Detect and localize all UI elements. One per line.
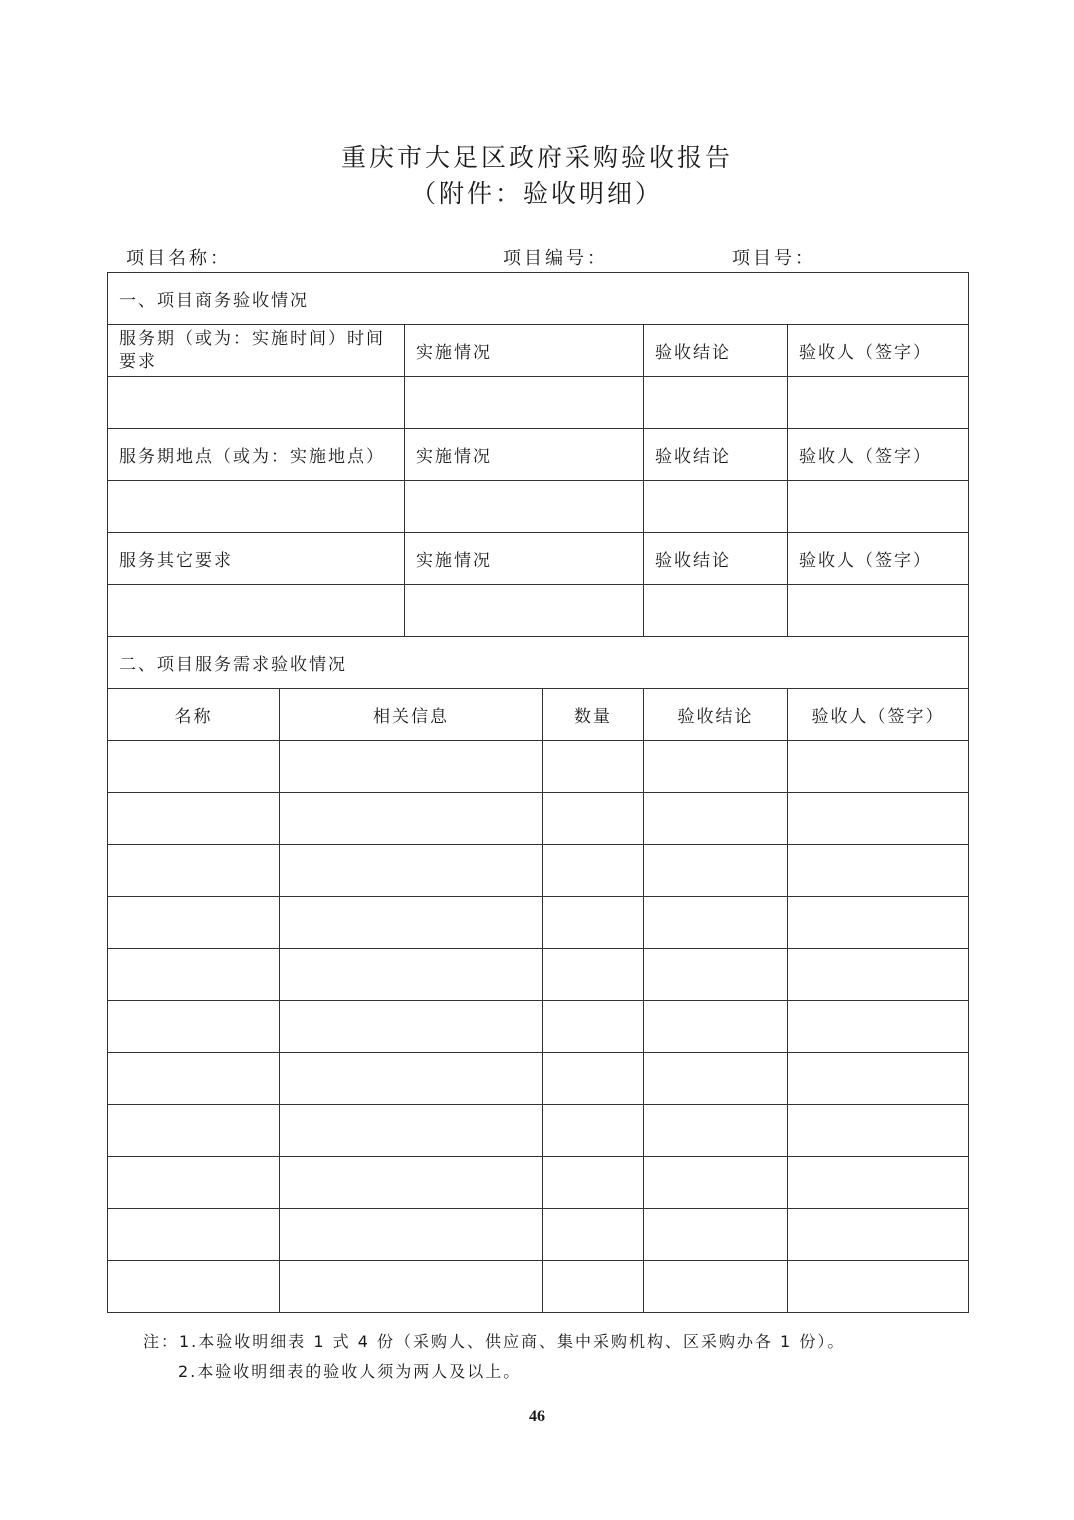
blank-cell bbox=[108, 741, 280, 793]
section1-blank-row bbox=[108, 481, 969, 533]
blank-cell bbox=[788, 1157, 969, 1209]
signer-label: 验收人（签字） bbox=[788, 325, 969, 377]
table-row bbox=[108, 1209, 969, 1261]
blank-cell bbox=[108, 1105, 280, 1157]
blank-cell bbox=[280, 1001, 543, 1053]
section1-blank-row bbox=[108, 585, 969, 637]
blank-cell bbox=[644, 1053, 788, 1105]
blank-cell bbox=[788, 1001, 969, 1053]
conclusion-label: 验收结论 bbox=[644, 429, 788, 481]
blank-cell bbox=[788, 377, 969, 429]
blank-cell bbox=[280, 1105, 543, 1157]
blank-cell bbox=[788, 793, 969, 845]
blank-cell bbox=[543, 1157, 644, 1209]
blank-cell bbox=[280, 1209, 543, 1261]
implementation-label: 实施情况 bbox=[405, 429, 644, 481]
blank-cell bbox=[108, 845, 280, 897]
blank-cell bbox=[108, 481, 405, 533]
section2-heading: 二、项目服务需求验收情况 bbox=[108, 637, 969, 689]
blank-cell bbox=[644, 1105, 788, 1157]
blank-cell bbox=[644, 377, 788, 429]
document-subtitle: （附件：验收明细） bbox=[410, 179, 663, 208]
blank-cell bbox=[543, 1261, 644, 1313]
blank-cell bbox=[644, 845, 788, 897]
requirement-label: 服务期（或为：实施时间）时间要求 bbox=[108, 325, 405, 377]
section1-header-row bbox=[108, 533, 969, 585]
blank-cell bbox=[788, 897, 969, 949]
blank-cell bbox=[543, 741, 644, 793]
document-title: 重庆市大足区政府采购验收报告 bbox=[340, 143, 733, 172]
blank-cell bbox=[108, 897, 280, 949]
blank-cell bbox=[644, 481, 788, 533]
blank-cell bbox=[788, 845, 969, 897]
blank-cell bbox=[108, 1157, 280, 1209]
blank-cell bbox=[280, 897, 543, 949]
table-row bbox=[108, 1261, 969, 1313]
blank-cell bbox=[280, 793, 543, 845]
signer-label: 验收人（签字） bbox=[788, 429, 969, 481]
blank-cell bbox=[644, 1001, 788, 1053]
requirement-label: 服务期地点（或为：实施地点） bbox=[108, 429, 405, 481]
page-number: 46 bbox=[529, 1408, 545, 1425]
blank-cell bbox=[644, 1261, 788, 1313]
table-row bbox=[108, 949, 969, 1001]
blank-cell bbox=[644, 949, 788, 1001]
blank-cell bbox=[543, 793, 644, 845]
blank-cell bbox=[108, 1053, 280, 1105]
blank-cell bbox=[543, 845, 644, 897]
blank-cell bbox=[108, 585, 405, 637]
implementation-label: 实施情况 bbox=[405, 325, 644, 377]
blank-cell bbox=[788, 949, 969, 1001]
section2-blank-rows bbox=[108, 741, 969, 1313]
table-row bbox=[108, 1157, 969, 1209]
blank-cell bbox=[543, 1001, 644, 1053]
blank-cell bbox=[644, 585, 788, 637]
footnote-1: 注：1.本验收明细表 1 式 4 份（采购人、供应商、集中采购机构、区采购办各 1 份）。 bbox=[143, 1332, 846, 1351]
section2-header-row bbox=[108, 689, 969, 741]
acceptance-detail-table bbox=[107, 272, 969, 1313]
blank-cell bbox=[405, 377, 644, 429]
conclusion-label: 验收结论 bbox=[644, 533, 788, 585]
blank-cell bbox=[644, 1157, 788, 1209]
blank-cell bbox=[644, 897, 788, 949]
blank-cell bbox=[788, 1105, 969, 1157]
project-no-label: 项目号： bbox=[732, 248, 816, 269]
column-header-name: 名称 bbox=[108, 689, 280, 741]
blank-cell bbox=[788, 585, 969, 637]
column-header-quantity: 数量 bbox=[543, 689, 644, 741]
table-row bbox=[108, 897, 969, 949]
blank-cell bbox=[405, 585, 644, 637]
section1-heading-row bbox=[108, 273, 969, 325]
blank-cell bbox=[644, 793, 788, 845]
blank-cell bbox=[280, 1053, 543, 1105]
blank-cell bbox=[108, 793, 280, 845]
blank-cell bbox=[788, 741, 969, 793]
signer-label: 验收人（签字） bbox=[788, 533, 969, 585]
section2-heading-row bbox=[108, 637, 969, 689]
requirement-label: 服务其它要求 bbox=[108, 533, 405, 585]
blank-cell bbox=[543, 897, 644, 949]
blank-cell bbox=[788, 1053, 969, 1105]
blank-cell bbox=[644, 741, 788, 793]
blank-cell bbox=[280, 1157, 543, 1209]
blank-cell bbox=[108, 1261, 280, 1313]
blank-cell bbox=[543, 1053, 644, 1105]
blank-cell bbox=[280, 845, 543, 897]
blank-cell bbox=[108, 949, 280, 1001]
blank-cell bbox=[280, 1261, 543, 1313]
section1-header-row bbox=[108, 429, 969, 481]
table-row bbox=[108, 1053, 969, 1105]
section1-header-row bbox=[108, 325, 969, 377]
blank-cell bbox=[788, 481, 969, 533]
table-row bbox=[108, 1105, 969, 1157]
blank-cell bbox=[788, 1209, 969, 1261]
column-header-signer: 验收人（签字） bbox=[788, 689, 969, 741]
blank-cell bbox=[644, 1209, 788, 1261]
blank-cell bbox=[280, 949, 543, 1001]
section1-blank-row bbox=[108, 377, 969, 429]
table-row bbox=[108, 793, 969, 845]
table-row bbox=[108, 1001, 969, 1053]
blank-cell bbox=[108, 1001, 280, 1053]
blank-cell bbox=[108, 1209, 280, 1261]
table-row bbox=[108, 741, 969, 793]
blank-cell bbox=[405, 481, 644, 533]
blank-cell bbox=[543, 1209, 644, 1261]
table-row bbox=[108, 845, 969, 897]
project-name-label: 项目名称： bbox=[126, 248, 231, 269]
column-header-conclusion: 验收结论 bbox=[644, 689, 788, 741]
project-code-label: 项目编号： bbox=[503, 248, 608, 269]
blank-cell bbox=[543, 949, 644, 1001]
footnote-2: 2.本验收明细表的验收人须为两人及以上。 bbox=[178, 1362, 522, 1381]
conclusion-label: 验收结论 bbox=[644, 325, 788, 377]
section1-heading: 一、项目商务验收情况 bbox=[108, 273, 969, 325]
implementation-label: 实施情况 bbox=[405, 533, 644, 585]
column-header-info: 相关信息 bbox=[280, 689, 543, 741]
blank-cell bbox=[788, 1261, 969, 1313]
blank-cell bbox=[280, 741, 543, 793]
blank-cell bbox=[108, 377, 405, 429]
blank-cell bbox=[543, 1105, 644, 1157]
